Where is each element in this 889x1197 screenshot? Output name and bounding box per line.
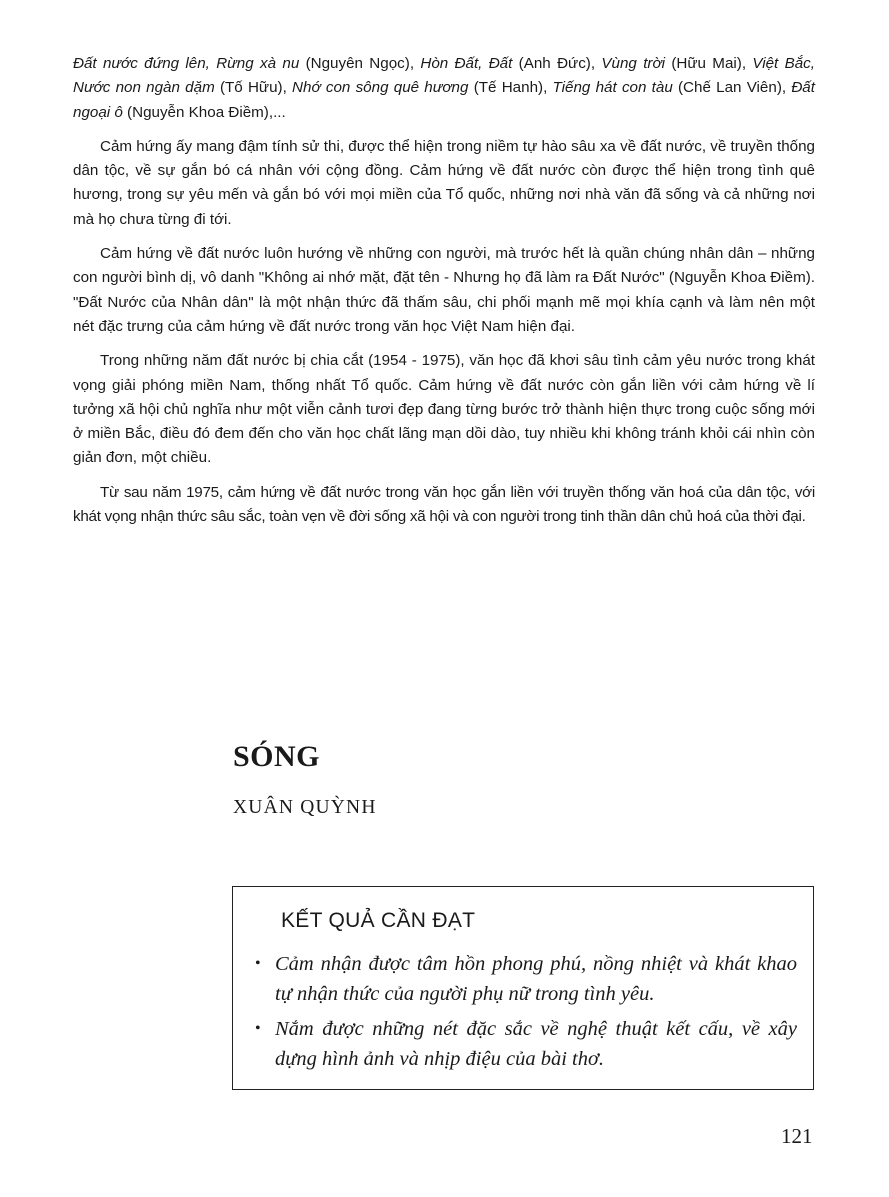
learning-goal-item: [255, 949, 797, 1009]
paragraph-works-list: [73, 52, 815, 125]
work-author: (Tố Hữu),: [214, 79, 293, 97]
paragraph-after-1975: Từ sau năm 1975, cảm hứng về đất nước trong văn học gắn liền với truyền thống văn hoá của dân tộc, với khát vọng nhận thức sâu sắc, toàn vẹn về đời sống xã hội và con người trong tinh thần dân chủ hoá của thời đại.: [73, 483, 815, 526]
work-author: (Nguyên Ngọc),: [299, 55, 421, 72]
work-author: (Chế Lan Viên),: [672, 79, 792, 97]
learning-goal-text: Cảm nhận được tâm hồn phong phú, nồng nhiệt và khát khao tự nhận thức của người phụ nữ trong tình yêu.: [275, 953, 797, 1005]
body-text: [73, 52, 815, 539]
work-author: (Anh Đức),: [512, 55, 602, 72]
work-title: Hòn Đất, Đất: [420, 55, 513, 72]
learning-goal-item: [255, 1014, 797, 1074]
work-author: (Hữu Mai),: [665, 55, 753, 72]
lesson-author: XUÂN QUỲNH: [233, 797, 377, 818]
work-title: Việt Bắc, Nước non ngàn dặm: [73, 55, 815, 97]
work-author: (Tế Hanh),: [468, 79, 553, 97]
bullet-icon: •: [255, 955, 261, 972]
learning-goals-list: [255, 949, 797, 1079]
work-author: (Nguyễn Khoa Điềm),...: [122, 103, 286, 121]
work-title: Tiếng hát con tàu: [552, 79, 673, 97]
paragraph-people: Cảm hứng về đất nước luôn hướng về những con người, mà trước hết là quần chúng nhân dân – những con người bình dị, vô danh "Không ai nhớ mặt, đặt tên - Nhưng họ đã làm ra Đất Nước" (Nguyễn Khoa Điềm). "Đất Nước của Nhân dân" là một nhận thức đã thấm sâu, chi phối mạnh mẽ mọi khía cạnh và làm nên một nét đặc trưng của cảm hứng về đất nước trong văn học Việt Nam hiện đại.: [73, 245, 815, 335]
page-number: 121: [781, 1124, 813, 1148]
learning-goals-box: [232, 886, 814, 1090]
bullet-icon: •: [255, 1020, 261, 1037]
work-title: Đất nước đứng lên, Rừng xà nu: [73, 55, 300, 72]
paragraph-epic-inspiration: Cảm hứng ấy mang đậm tính sử thi, được thể hiện trong niềm tự hào sâu xa về đất nước, về truyền thống dân tộc, về sự gắn bó cá nhân với cộng đồng. Cảm hứng về đất nước còn được thể hiện trong tình quê hương, trong sự yêu mến và gắn bó với mọi miền của Tổ quốc, những nơi nhà văn đã sống và cả những nơi mà họ chưa từng đi tới.: [73, 137, 815, 228]
work-title: Đất ngoại ô: [73, 79, 815, 121]
paragraph-divided-country: Trong những năm đất nước bị chia cắt (1954 - 1975), văn học đã khơi sâu tình cảm yêu nước trong khát vọng giải phóng miền Nam, thống nhất Tổ quốc. Cảm hứng về đất nước còn gắn liền với cảm hứng về lí tưởng xã hội chủ nghĩa như một viễn cảnh tươi đẹp đang từng bước trở thành hiện thực trong cuộc sống mới ở miền Bắc, điều đó đem đến cho văn học chất lãng mạn dồi dào, tuy nhiều khi không tránh khỏi cái nhìn còn giản đơn, một chiều.: [73, 352, 815, 467]
learning-goals-heading: KẾT QUẢ CẦN ĐẠT: [281, 909, 476, 932]
learning-goal-text: Nắm được những nét đặc sắc về nghệ thuật kết cấu, về xây dựng hình ảnh và nhịp điệu của bài thơ.: [275, 1018, 797, 1070]
work-title: Vùng trời: [601, 55, 666, 72]
work-title: Nhớ con sông quê hương: [292, 79, 469, 97]
lesson-title: SÓNG: [233, 740, 321, 773]
